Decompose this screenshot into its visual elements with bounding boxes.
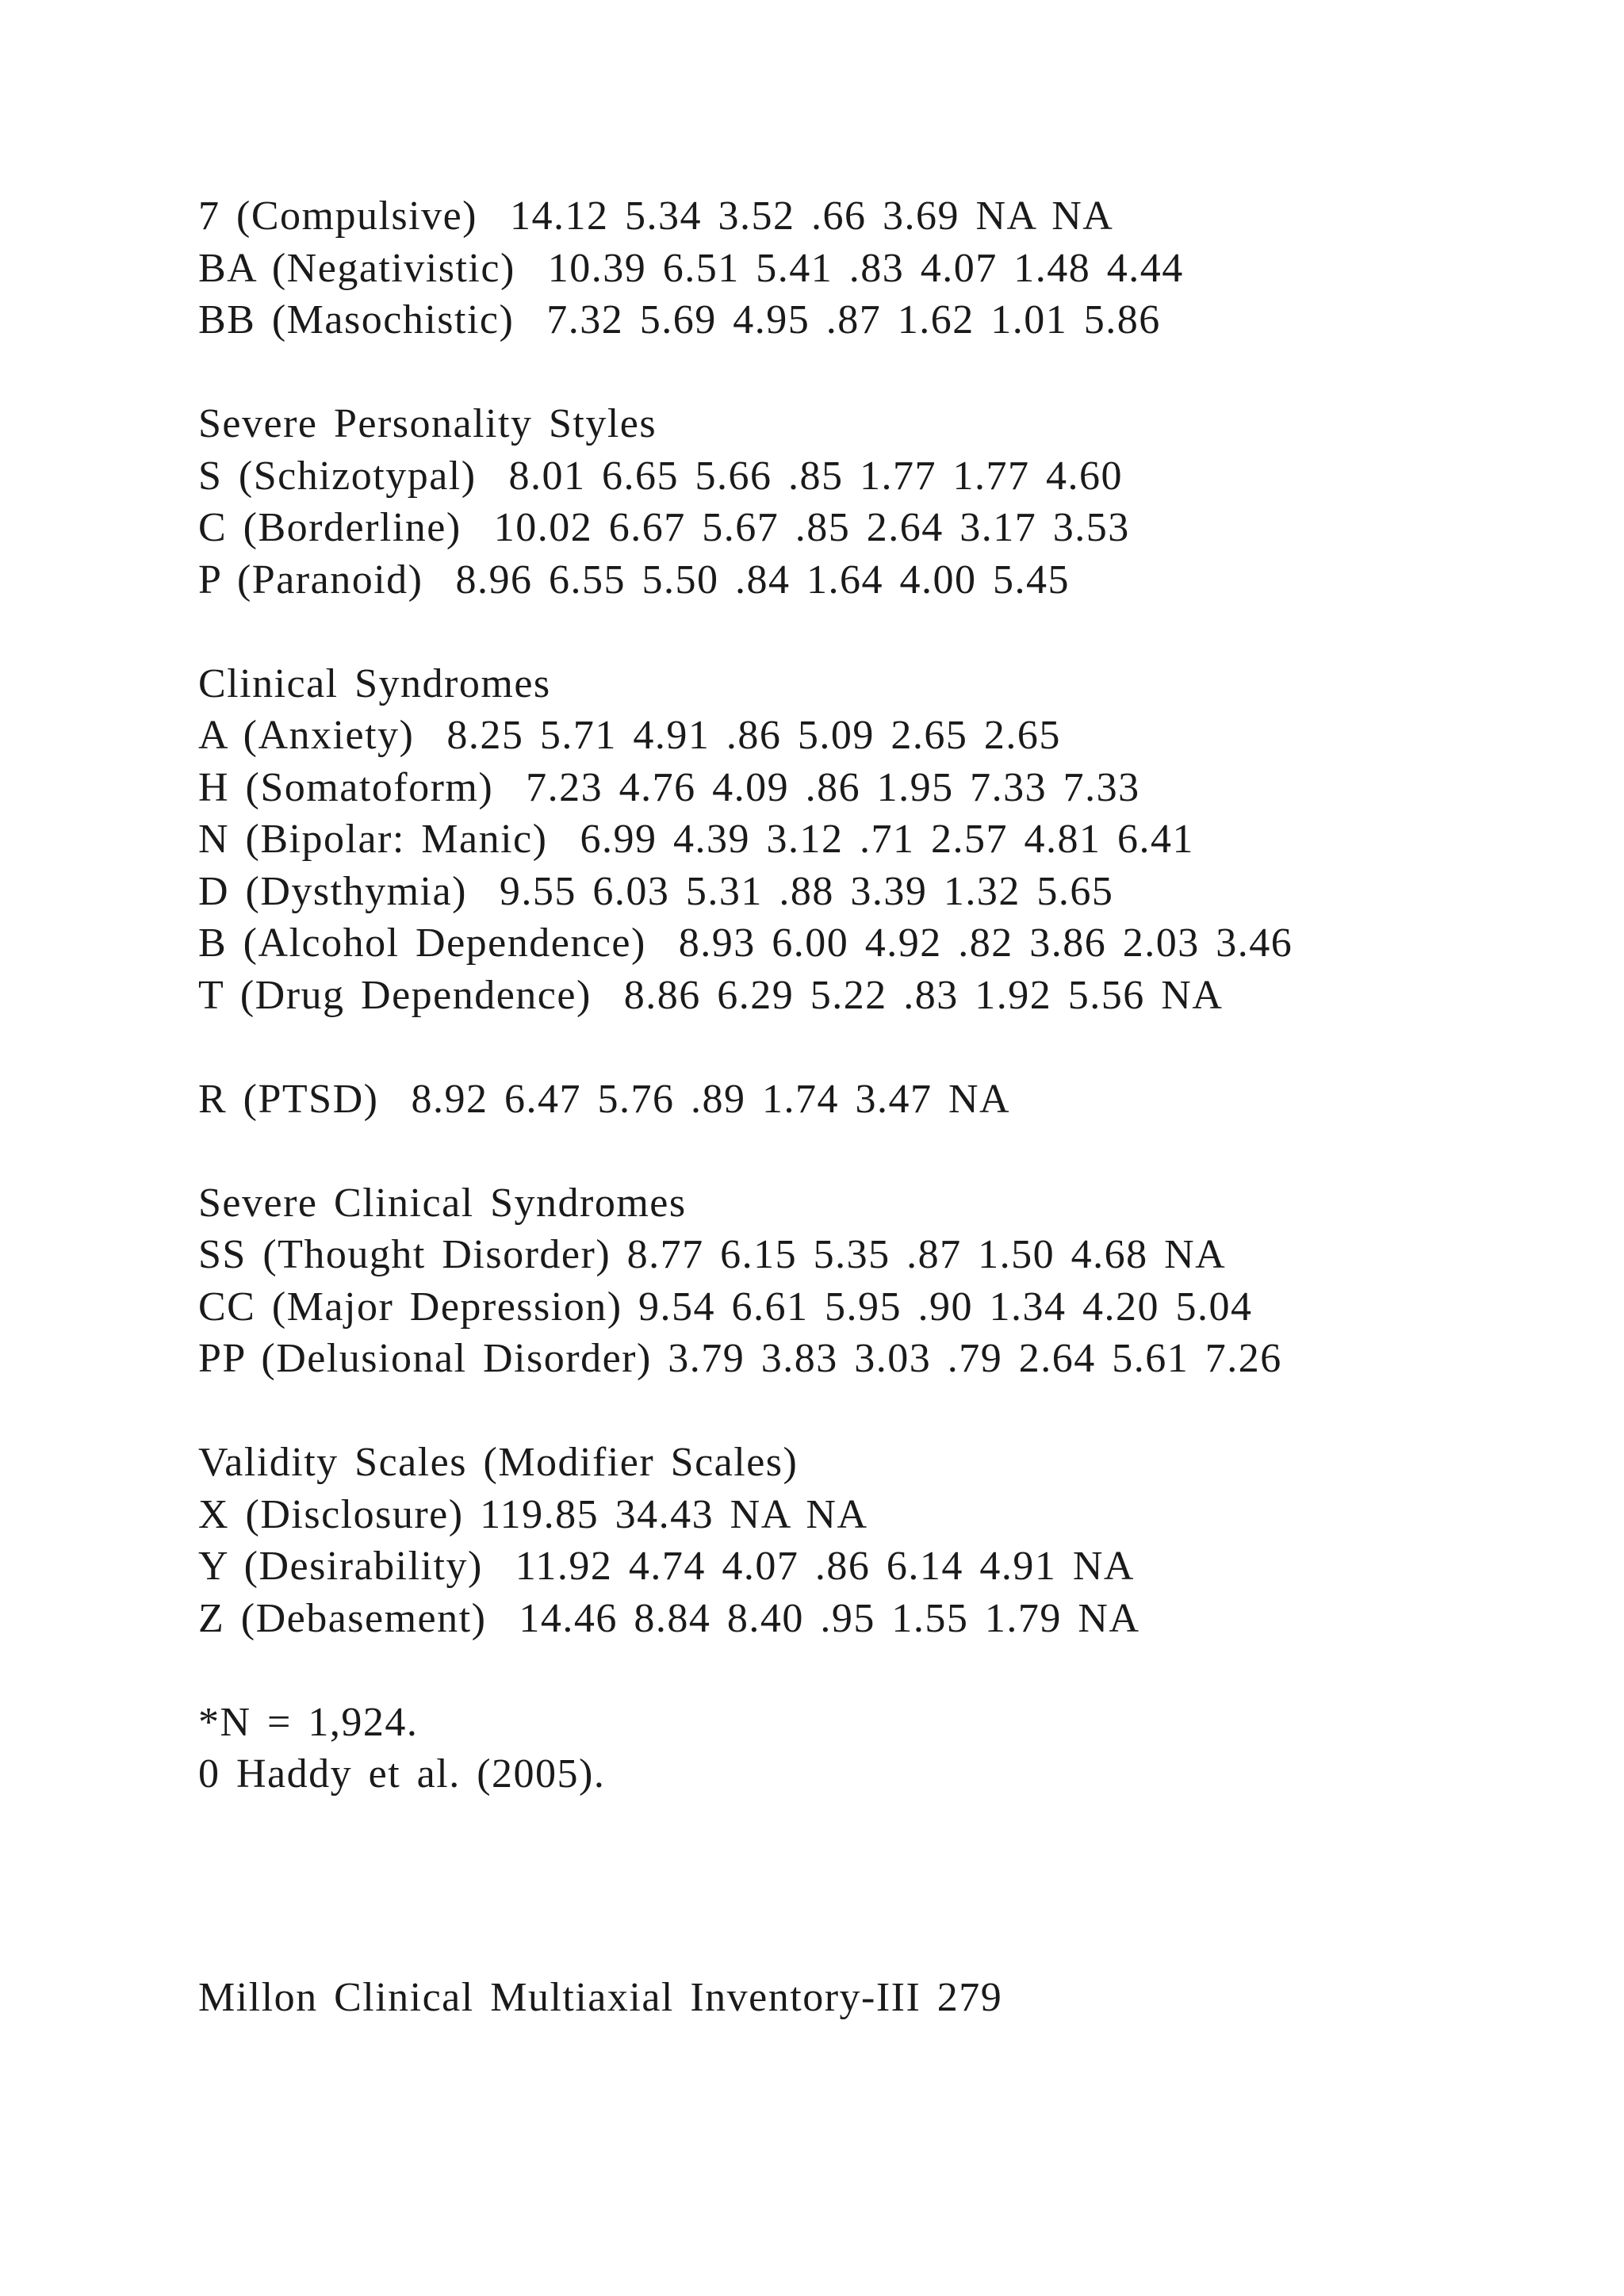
table-row: A (Anxiety) 8.25 5.71 4.91 .86 5.09 2.65 2.65 (198, 713, 1061, 758)
table-row: H (Somatoform) 7.23 4.76 4.09 .86 1.95 7.33 7.33 (198, 764, 1140, 810)
spacer (198, 1125, 1546, 1177)
section-heading: Validity Scales (Modifier Scales) (198, 1440, 799, 1485)
table-row: C (Borderline) 10.02 6.67 5.67 .85 2.64 3.17 3.53 (198, 505, 1130, 550)
group-validity-scales (198, 1437, 1546, 1644)
section-heading: Clinical Syndromes (198, 660, 551, 706)
table-row: 7 (Compulsive) 14.12 5.34 3.52 .66 3.69 NA NA (198, 193, 1114, 239)
group-clinical-syndromes (198, 658, 1546, 1022)
spacer (198, 1021, 1546, 1073)
table-row: X (Disclosure) 119.85 34.43 NA NA (198, 1491, 868, 1537)
table-row: B (Alcohol Dependence) 8.93 6.00 4.92 .82 3.86 2.03 3.46 (198, 920, 1293, 966)
group-scales-continued (198, 190, 1546, 346)
table-row: BB (Masochistic) 7.32 5.69 4.95 .87 1.62 1.01 5.86 (198, 297, 1161, 342)
spacer (198, 346, 1546, 399)
spacer (198, 1644, 1546, 1697)
table-body (198, 190, 1546, 1800)
table-note: 0 Haddy et al. (2005). (198, 1751, 606, 1797)
page-footer: Millon Clinical Multiaxial Inventory-III 279 (198, 1975, 1003, 2020)
table-row: S (Schizotypal) 8.01 6.65 5.66 .85 1.77 1.77 4.60 (198, 453, 1124, 499)
table-row: D (Dysthymia) 9.55 6.03 5.31 .88 3.39 1.32 5.65 (198, 868, 1114, 914)
table-row: SS (Thought Disorder) 8.77 6.15 5.35 .87 1.50 4.68 NA (198, 1232, 1227, 1277)
group-severe-personality-styles (198, 398, 1546, 606)
table-row: Z (Debasement) 14.46 8.84 8.40 .95 1.55 1.79 NA (198, 1595, 1140, 1641)
table-row: PP (Delusional Disorder) 3.79 3.83 3.03 .79 2.64 5.61 7.26 (198, 1336, 1282, 1381)
table-row: N (Bipolar: Manic) 6.99 4.39 3.12 .71 2.57 4.81 6.41 (198, 817, 1194, 862)
section-heading: Severe Clinical Syndromes (198, 1180, 687, 1226)
table-note: *N = 1,924. (198, 1699, 419, 1745)
section-heading: Severe Personality Styles (198, 401, 657, 446)
table-row: BA (Negativistic) 10.39 6.51 5.41 .83 4.07 1.48 4.44 (198, 245, 1184, 291)
table-row: T (Drug Dependence) 8.86 6.29 5.22 .83 1.92 5.56 NA (198, 972, 1224, 1018)
table-row: P (Paranoid) 8.96 6.55 5.50 .84 1.64 4.00 5.45 (198, 557, 1070, 603)
table-row: Y (Desirability) 11.92 4.74 4.07 .86 6.14 4.91 NA (198, 1544, 1135, 1589)
table-notes (198, 1697, 1546, 1800)
spacer (198, 606, 1546, 658)
group-severe-clinical-syndromes (198, 1177, 1546, 1385)
table-row: CC (Major Depression) 9.54 6.61 5.95 .90 1.34 4.20 5.04 (198, 1284, 1253, 1330)
spacer (198, 1385, 1546, 1437)
table-row: R (PTSD) 8.92 6.47 5.76 .89 1.74 3.47 NA (198, 1076, 1011, 1122)
group-ptsd (198, 1073, 1546, 1126)
